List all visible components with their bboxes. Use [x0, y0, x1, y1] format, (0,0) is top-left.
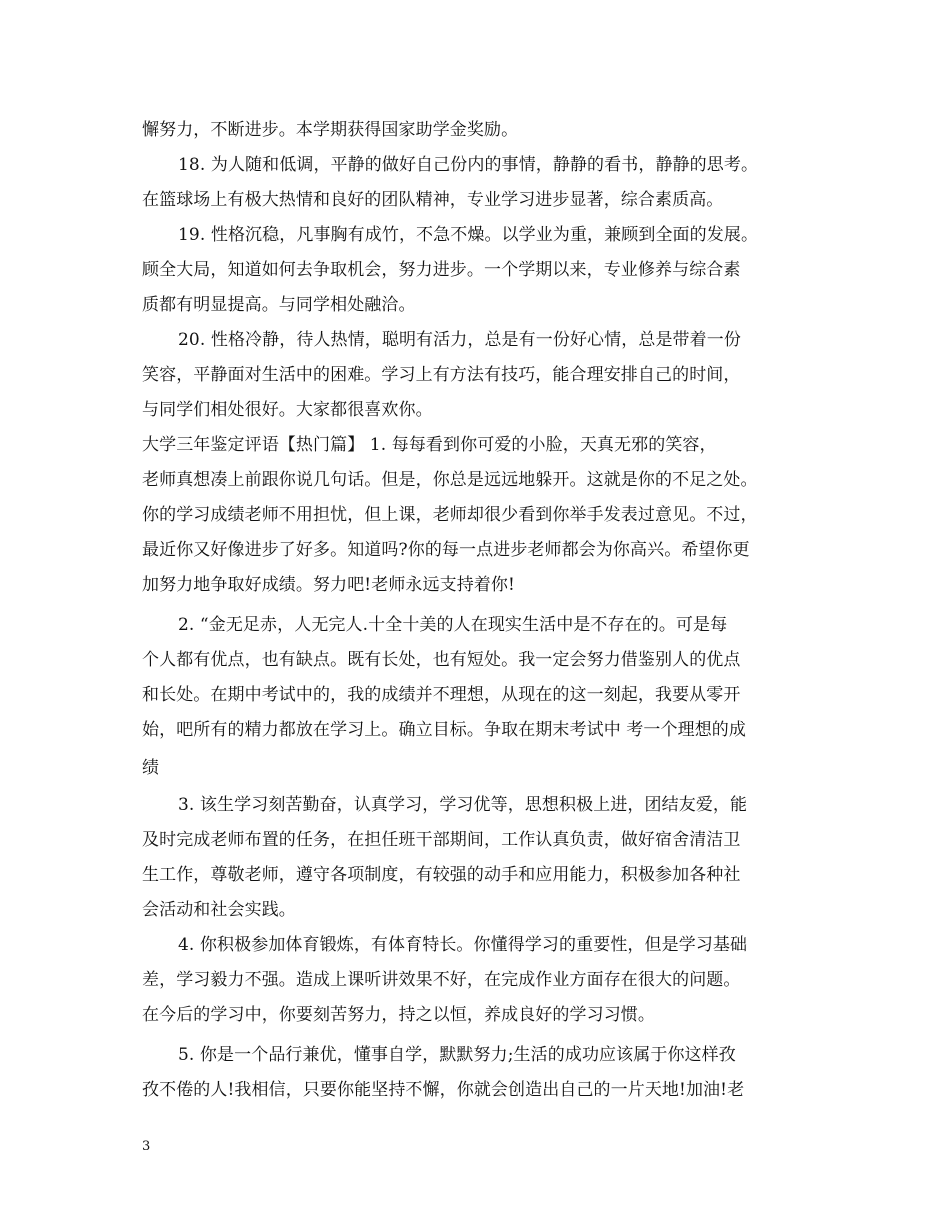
text-line: 2. “金无足赤，人无完人.十全十美的人在现实生活中是不存在的。可是每 [178, 615, 728, 635]
text-line: 质都有明显提高。与同学相处融洽。 [142, 295, 416, 315]
text-line: 4. 你积极参加体育锻炼，有体育特长。你懂得学习的重要性，但是学习基础 [178, 935, 748, 955]
text-line: 和长处。在期中考试中的，我的成绩并不理想，从现在的这一刻起，我要从零开 [142, 685, 741, 705]
text-line: 生工作，尊敬老师，遵守各项制度，有较强的动手和应用能力，积极参加各种社 [142, 865, 741, 885]
text-line: 孜不倦的人!我相信，只要你能坚持不懈，你就会创造出自己的一片天地!加油!老 [142, 1080, 745, 1100]
text-line: 你的学习成绩老师不用担忧，但上课，老师却很少看到你举手发表过意见。不过， [142, 505, 758, 525]
text-line: 最近你又好像进步了好多。知道吗?你的每一点进步老师都会为你高兴。希望你更 [142, 540, 750, 560]
text-line: 会活动和社会实践。 [142, 900, 296, 920]
text-line: 20. 性格冷静，待人热情，聪明有活力，总是有一份好心情，总是带着一份 [178, 330, 741, 350]
text-line: 在篮球场上有极大热情和良好的团队精神，专业学习进步显著，综合素质高。 [142, 190, 724, 210]
text-line: 大学三年鉴定评语【热门篇】 1. 每每看到你可爱的小脸，天真无邪的笑容， [142, 435, 717, 455]
text-line: 加努力地争取好成绩。努力吧!老师永远支持着你! [142, 575, 515, 595]
text-line: 19. 性格沉稳，凡事胸有成竹，不急不燥。以学业为重，兼顾到全面的发展。 [178, 225, 759, 245]
text-line: 笑容，平静面对生活中的困难。学习上有方法有技巧，能合理安排自己的时间， [142, 365, 741, 385]
text-line: 与同学们相处很好。大家都很喜欢你。 [142, 400, 433, 420]
text-line: 差，学习毅力不强。造成上课听讲效果不好，在完成作业方面存在很大的问题。 [142, 970, 741, 990]
text-line: 老师真想凑上前跟你说几句话。但是，你总是远远地躲开。这就是你的不足之处。 [142, 470, 758, 490]
text-line: 18. 为人随和低调，平静的做好自己份内的事情，静静的看书，静静的思考。 [178, 155, 759, 175]
page-number: 3 [142, 1139, 151, 1154]
text-line: 懈努力，不断进步。本学期获得国家助学金奖励。 [142, 120, 519, 140]
text-line: 顾全大局，知道如何去争取机会，努力进步。一个学期以来，专业修养与综合素 [142, 260, 741, 280]
text-line: 在今后的学习中，你要刻苦努力，持之以恒，养成良好的学习习惯。 [142, 1005, 655, 1025]
text-line: 个人都有优点，也有缺点。既有长处，也有短处。我一定会努力借鉴别人的优点 [142, 650, 741, 670]
text-line: 始，吧所有的精力都放在学习上。确立目标。争取在期末考试中 考一个理想的成 [142, 720, 747, 740]
text-line: 5. 你是一个品行兼优，懂事自学，默默努力;生活的成功应该属于你这样孜 [178, 1045, 736, 1065]
text-line: 及时完成老师布置的任务，在担任班干部期间，工作认真负责，做好宿舍清洁卫 [142, 830, 741, 850]
text-line: 绩 [142, 758, 160, 778]
text-line: 3. 该生学习刻苦勤奋，认真学习，学习优等，思想积极上进，团结友爱，能 [178, 795, 748, 815]
